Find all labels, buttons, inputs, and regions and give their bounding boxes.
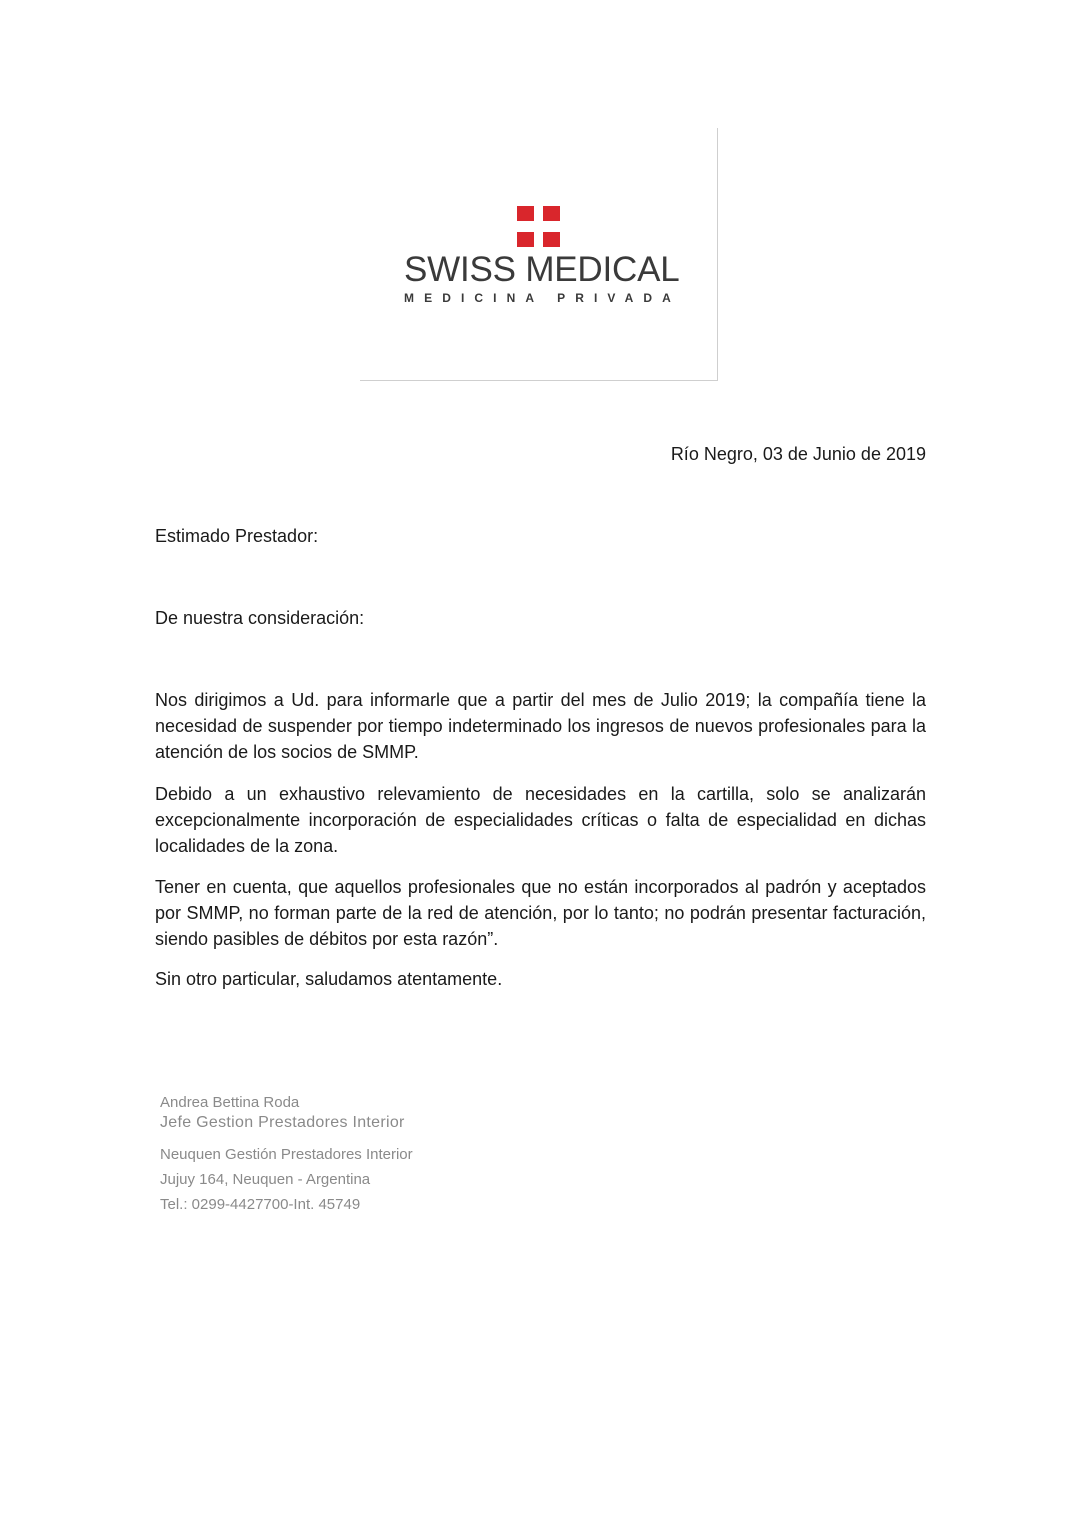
letter-consideration: De nuestra consideración: — [155, 608, 365, 628]
signature-name: Andrea Bettina Roda — [160, 1094, 300, 1111]
signature-phone: Tel.: 0299-4427700-Int. 45749 — [160, 1196, 361, 1213]
letter-paragraph-3: Tener en cuenta, que aquellos profesionales que no están incorporados al padrón y aceptados por SMMP, no forman parte de la red de atención, por lo tanto; no podrán presentar facturación, siendo pasibles de débitos por esta razón”. — [155, 877, 926, 949]
signature-title: Jefe Gestion Prestadores Interior — [160, 1114, 405, 1131]
letter-greeting: Estimado Prestador: — [155, 526, 319, 546]
letter-closing: Sin otro particular, saludamos atentamente. — [155, 969, 503, 989]
logo-company-name: SWISS MEDICAL — [404, 250, 680, 289]
signature-address: Jujuy 164, Neuquen - Argentina — [160, 1171, 371, 1188]
letter-paragraph-2: Debido a un exhaustivo relevamiento de necesidades en la cartilla, solo se analizarán excepcionalmente incorporación de especialidades críticas o falta de especialidad en dichas localidades de la zona. — [155, 784, 926, 856]
swiss-cross-logo-icon — [515, 204, 562, 248]
logo-tagline: MEDICINA PRIVADA — [404, 291, 681, 305]
letter-date: Río Negro, 03 de Junio de 2019 — [670, 444, 926, 464]
signature-office: Neuquen Gestión Prestadores Interior — [160, 1146, 413, 1163]
letter-paragraph-1: Nos dirigimos a Ud. para informarle que a partir del mes de Julio 2019; la compañía tiene la necesidad de suspender por tiempo indeterminado los ingresos de nuevos profesionales para la atención de los socios de SMMP. — [155, 690, 926, 762]
